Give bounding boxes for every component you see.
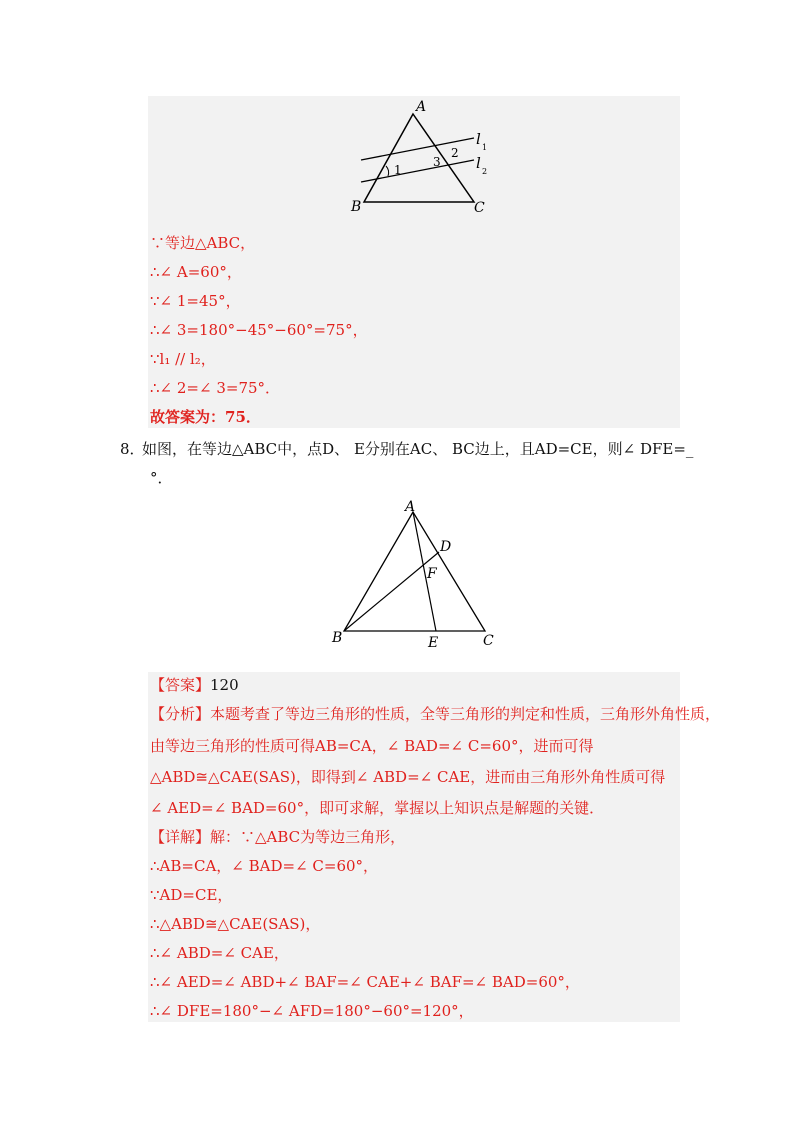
sol7-line-6: ∴∠ 2=∠ 3=75°． <box>150 379 281 397</box>
label-B-q8: B <box>332 630 343 646</box>
sol7-line-1: ∵等边△ABC， <box>150 234 256 252</box>
segment-BD <box>344 552 439 631</box>
answer-line <box>150 675 239 695</box>
label-B: B <box>351 199 362 215</box>
analysis-line-4: ∠ AED=∠ BAD=60°，即可求解，掌握以上知识点是解题的关键． <box>150 799 605 817</box>
detail-tag: 【详解】 <box>150 828 211 846</box>
detail-line-3: ∵AD=CE， <box>150 886 233 904</box>
question-text-line2: °． <box>150 469 173 487</box>
sol7-line-5: ∵l₁ // l₂， <box>150 350 216 368</box>
detail-first: 解：∵△ABC为等边三角形， <box>210 828 406 846</box>
detail-line-7: ∴∠ DFE=180°−∠ AFD=180°−60°=120°， <box>150 1002 474 1020</box>
label-l2-sub: 2 <box>482 167 488 176</box>
answer-tag: 【答案】 <box>150 676 211 694</box>
label-E-q8: E <box>428 635 439 651</box>
sol7-line-2: ∴∠ A=60°， <box>150 263 242 281</box>
question-number: 8． <box>120 440 145 458</box>
figure-triangle-abc-def <box>320 496 520 656</box>
analysis-tag: 【分析】 <box>150 705 211 723</box>
label-D-q8: D <box>440 539 452 555</box>
detail-line-1 <box>150 827 405 847</box>
label-C: C <box>474 200 485 216</box>
detail-line-6: ∴∠ AED=∠ ABD+∠ BAF=∠ CAE+∠ BAF=∠ BAD=60°， <box>150 973 580 991</box>
analysis-text-1: 本题考查了等边三角形的性质，全等三角形的判定和性质，三角形外角性质， <box>210 705 721 723</box>
analysis-line-2: 由等边三角形的性质可得AB=CA，∠ BAD=∠ C=60°，进而可得 <box>150 737 594 755</box>
label-angle-3: 3 <box>433 155 441 169</box>
label-C-q8: C <box>483 633 494 649</box>
sol7-line-4: ∴∠ 3=180°−45°−60°=75°， <box>150 321 368 339</box>
solution-panel-8 <box>148 672 680 1022</box>
sol7-answer-line: 故答案为：75． <box>150 408 261 426</box>
analysis-line-1 <box>150 704 720 724</box>
detail-line-5: ∴∠ ABD=∠ CAE， <box>150 944 289 962</box>
analysis-line-3: △ABD≅△CAE(SAS)，即得到∠ ABD=∠ CAE，进而由三角形外角性质可得 <box>150 768 666 786</box>
sol7-line-3: ∵∠ 1=45°， <box>150 292 241 310</box>
detail-line-2: ∴AB=CA，∠ BAD=∠ C=60°， <box>150 857 379 875</box>
figure-parallel-lines-triangle <box>148 96 680 221</box>
label-angle-2: 2 <box>451 146 459 160</box>
answer-value: 120 <box>210 676 239 694</box>
question-text-line1: 如图，在等边△ABC中，点D、 E分别在AC、 BC边上，且AD=CE，则∠ DFE=_ <box>142 440 694 458</box>
label-angle-1: 1 <box>394 163 402 177</box>
label-l1-sub: 1 <box>482 143 488 152</box>
detail-line-4: ∴△ABD≅△CAE(SAS)， <box>150 915 321 933</box>
label-l2: l <box>476 154 481 172</box>
angle-arc-1 <box>386 166 389 176</box>
label-A-q8: A <box>405 499 416 515</box>
label-A: A <box>416 99 427 115</box>
label-l1: l <box>476 130 481 148</box>
label-F-q8: F <box>427 566 437 582</box>
